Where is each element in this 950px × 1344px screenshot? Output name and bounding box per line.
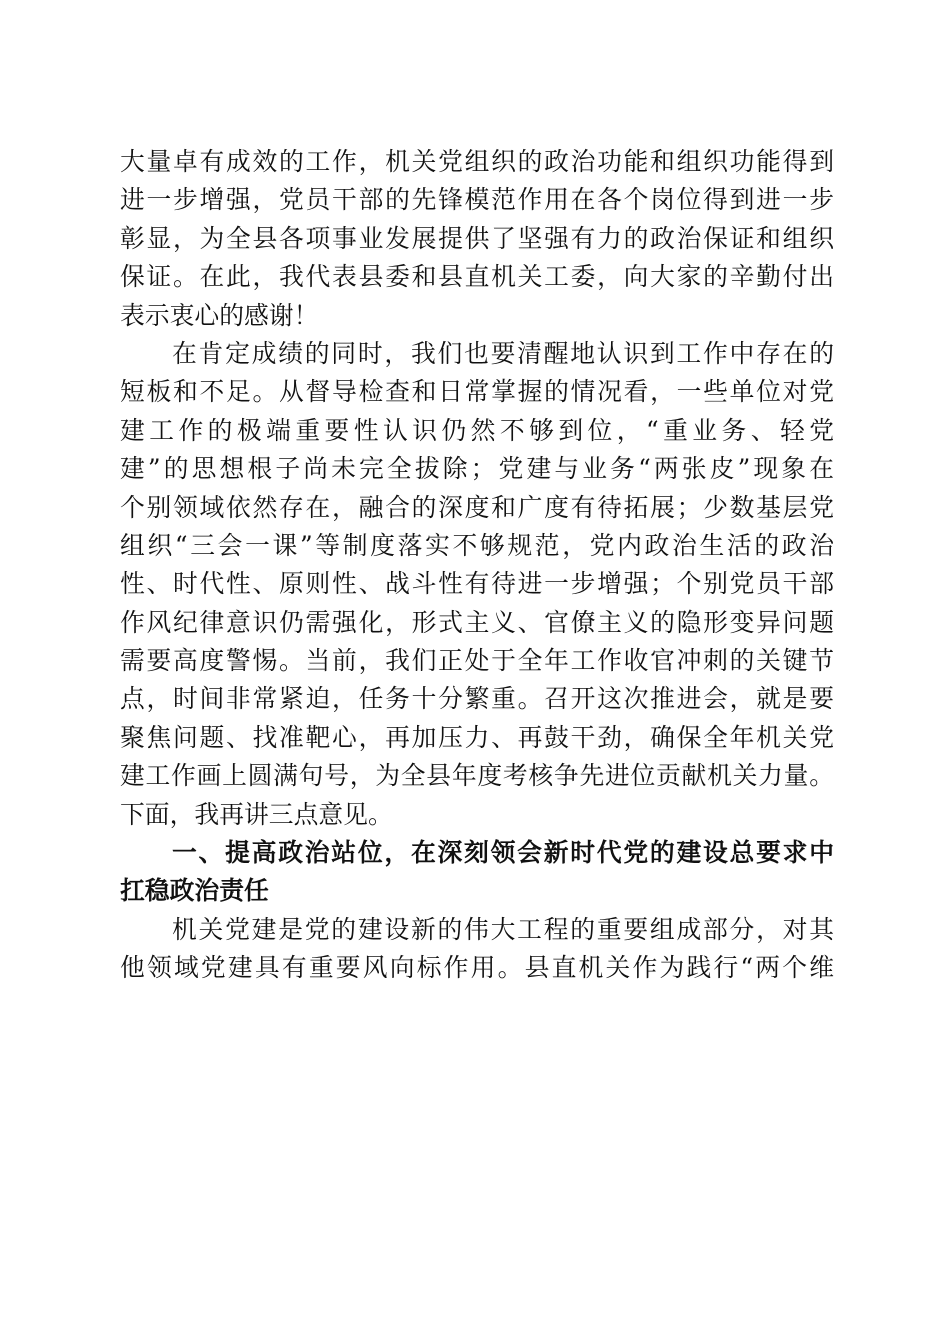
text-line: 彰显，为全县各项事业发展提供了坚强有力的政治保证和组织 <box>120 223 834 253</box>
text-line: 建工作画上圆满句号，为全县年度考核争先进位贡献机关力量。 <box>120 761 834 791</box>
text-line: 他领域党建具有重要风向标作用。县直机关作为践行“两个维 <box>120 953 834 983</box>
text-line: 建”的思想根子尚未完全拔除；党建与业务“两张皮”现象在 <box>120 454 834 484</box>
section-heading <box>120 834 834 911</box>
text-line: 大量卓有成效的工作，机关党组织的政治功能和组织功能得到 <box>120 147 834 176</box>
paragraph <box>120 911 834 988</box>
document-body <box>120 143 834 988</box>
heading-line: 扛稳政治责任 <box>120 876 269 906</box>
text-line: 表示衷心的感谢！ <box>120 300 319 330</box>
text-line: 点，时间非常紧迫，任务十分繁重。召开这次推进会，就是要 <box>120 684 834 714</box>
text-line: 机关党建是党的建设新的伟大工程的重要组成部分，对其 <box>172 914 834 944</box>
text-line: 性、时代性、原则性、战斗性有待进一步增强；个别党员干部 <box>120 569 834 599</box>
text-line: 建工作的极端重要性认识仍然不够到位，“重业务、轻党 <box>120 415 834 445</box>
text-line: 下面，我再讲三点意见。 <box>120 799 393 829</box>
text-line: 个别领域依然存在，融合的深度和广度有待拓展；少数基层党 <box>120 492 834 522</box>
text-line: 作风纪律意识仍需强化，形式主义、官僚主义的隐形变异问题 <box>120 607 834 637</box>
text-line: 组织“三会一课”等制度落实不够规范，党内政治生活的政治 <box>120 530 834 560</box>
text-line: 聚焦问题、找准靶心，再加压力、再鼓干劲，确保全年机关党 <box>120 722 834 752</box>
text-line: 保证。在此，我代表县委和县直机关工委，向大家的辛勤付出 <box>120 262 834 292</box>
heading-line: 一、提高政治站位，在深刻领会新时代党的建设总要求中 <box>172 838 834 868</box>
text-line: 短板和不足。从督导检查和日常掌握的情况看，一些单位对党 <box>120 377 834 407</box>
paragraph <box>120 335 834 834</box>
text-line: 需要高度警惕。当前，我们正处于全年工作收官冲刺的关键节 <box>120 646 834 676</box>
paragraph <box>120 143 834 335</box>
text-line: 在肯定成绩的同时，我们也要清醒地认识到工作中存在的 <box>172 338 834 368</box>
text-line: 进一步增强，党员干部的先锋模范作用在各个岗位得到进一步 <box>120 185 834 215</box>
